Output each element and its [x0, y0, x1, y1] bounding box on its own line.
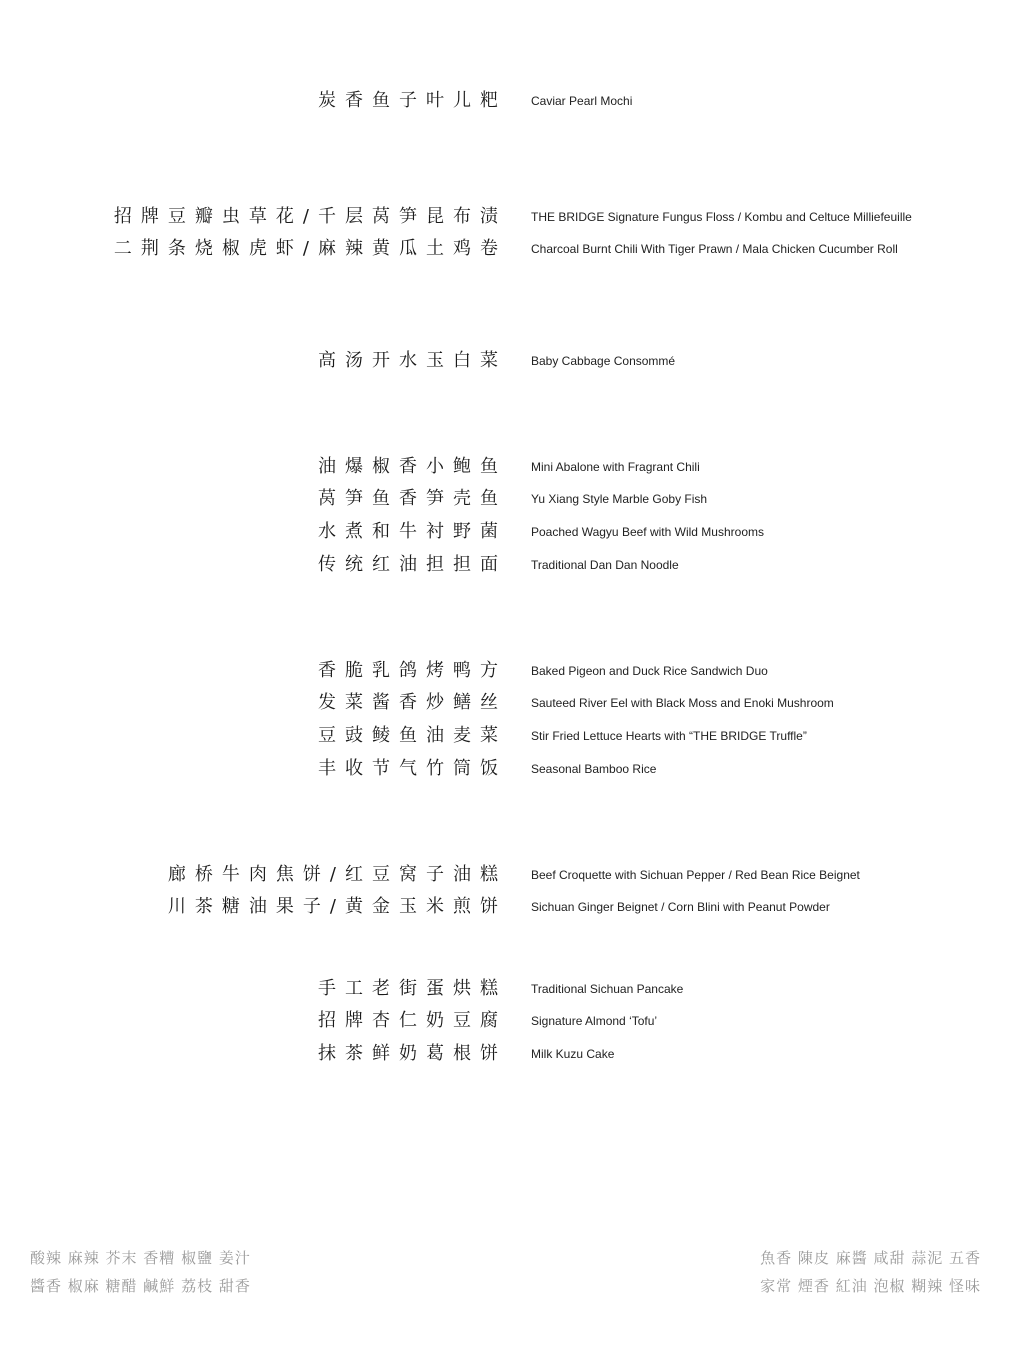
dish-name-en: Milk Kuzu Cake: [531, 1047, 615, 1061]
flavor-list-right: [760, 1244, 981, 1300]
menu-item: [0, 348, 1019, 374]
dish-name-zh: 油爆椒香小鲍鱼: [318, 456, 507, 477]
dish-name-en: Charcoal Burnt Chili With Tiger Prawn / Mala Chicken Cucumber Roll: [531, 242, 898, 256]
dish-name-en: Stir Fried Lettuce Hearts with “THE BRIDGE Truffle”: [531, 729, 807, 743]
dish-name-en: Traditional Dan Dan Noodle: [531, 558, 679, 572]
menu-item: [0, 658, 1019, 684]
dish-name-zh: 川茶糖油果子/黄金玉米煎饼: [167, 896, 507, 917]
dish-name-en: Signature Almond ‘Tofu’: [531, 1014, 658, 1028]
dish-name-zh: 发菜酱香炒鳝丝: [318, 692, 507, 713]
dish-name-en: Yu Xiang Style Marble Goby Fish: [531, 492, 708, 506]
menu-item: [0, 519, 1019, 545]
menu-item: [0, 862, 1019, 888]
dish-name-zh: 招牌豆瓣虫草花/千层莴笋昆布渍: [113, 206, 507, 227]
dish-name-en: Beef Croquette with Sichuan Pepper / Red Bean Rice Beignet: [531, 868, 860, 882]
dish-name-zh: 炭香鱼子叶儿粑: [318, 90, 507, 111]
dish-name-zh: 招牌杏仁奶豆腐: [318, 1010, 507, 1031]
menu-item: [0, 756, 1019, 782]
dish-name-en: Caviar Pearl Mochi: [531, 94, 633, 108]
menu-item: [0, 204, 1019, 230]
dish-name-en: THE BRIDGE Signature Fungus Floss / Kombu and Celtuce Milliefeuille: [531, 210, 912, 224]
dish-name-zh: 廊桥牛肉焦饼/红豆窝子油糕: [167, 864, 507, 885]
dish-name-zh: 二荆条烧椒虎虾/麻辣黄瓜土鸡卷: [113, 238, 507, 259]
menu-item: [0, 894, 1019, 920]
dish-name-en: Baby Cabbage Consommé: [531, 354, 676, 368]
menu-item: [0, 976, 1019, 1002]
dish-name-zh: 丰收节气竹筒饭: [318, 758, 507, 779]
dish-name-zh: 手工老街蛋烘糕: [318, 978, 507, 999]
dish-name-en: Mini Abalone with Fragrant Chili: [531, 460, 700, 474]
menu-item: [0, 723, 1019, 749]
flavor-row: 魚香 陳皮 麻醬 咸甜 蒜泥 五香: [760, 1249, 981, 1267]
menu-item: [0, 236, 1019, 262]
dish-name-en: Baked Pigeon and Duck Rice Sandwich Duo: [531, 664, 768, 678]
dish-name-en: Traditional Sichuan Pancake: [531, 982, 684, 996]
dish-name-zh: 豆豉鲮鱼油麦菜: [318, 725, 507, 746]
menu-item: [0, 552, 1019, 578]
menu-item: [0, 88, 1019, 114]
dish-name-en: Sauteed River Eel with Black Moss and Enoki Mushroom: [531, 696, 834, 710]
dish-name-en: Poached Wagyu Beef with Wild Mushrooms: [531, 525, 764, 539]
flavor-row: 家常 煙香 紅油 泡椒 糊辣 怪味: [760, 1277, 981, 1295]
dish-name-zh: 香脆乳鸽烤鸭方: [318, 660, 507, 681]
dish-name-zh: 莴笋鱼香笋壳鱼: [318, 488, 507, 509]
flavor-list-left: [30, 1244, 251, 1300]
dish-name-zh: 传统红油担担面: [318, 554, 507, 575]
menu-item: [0, 1008, 1019, 1034]
dish-name-zh: 抹茶鲜奶葛根饼: [318, 1043, 507, 1064]
menu-item: [0, 486, 1019, 512]
menu-item: [0, 1041, 1019, 1067]
menu-item: [0, 454, 1019, 480]
flavor-row: 醬香 椒麻 糖醋 鹹鮮 荔枝 甜香: [30, 1277, 251, 1295]
menu-item: [0, 690, 1019, 716]
flavor-row: 酸辣 麻辣 芥末 香糟 椒鹽 姜汁: [30, 1249, 251, 1267]
dish-name-en: Seasonal Bamboo Rice: [531, 762, 657, 776]
dish-name-en: Sichuan Ginger Beignet / Corn Blini with Peanut Powder: [531, 900, 830, 914]
dish-name-zh: 水煮和牛衬野菌: [318, 521, 507, 542]
dish-name-zh: 高汤开水玉白菜: [318, 350, 507, 371]
